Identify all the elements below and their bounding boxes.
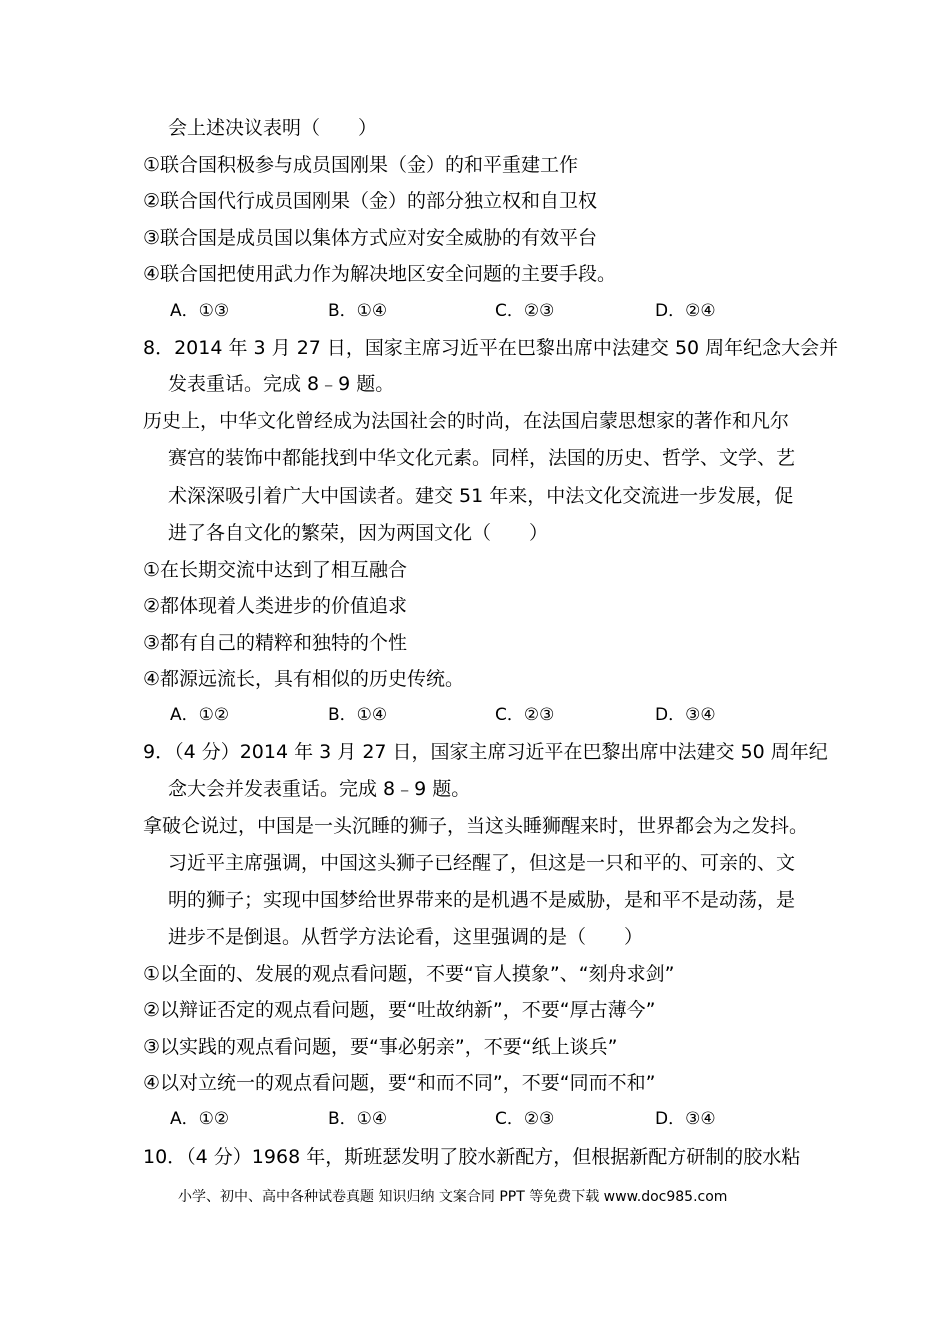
q9-item-2: ②以辩证否定的观点看问题，要“吐故纳新”，不要“厚古薄今” bbox=[143, 999, 656, 1021]
q7-option-d: D．②④ bbox=[655, 301, 716, 321]
q9-stem-line-2: 念大会并发表重话。完成 8﹣9 题。 bbox=[168, 778, 471, 800]
q8-item-2: ②都体现着人类进步的价值追求 bbox=[143, 595, 408, 617]
q8-option-a: A．①② bbox=[170, 705, 230, 725]
q7-option-b: B．①④ bbox=[328, 301, 388, 321]
q9-option-b: B．①④ bbox=[328, 1109, 388, 1129]
q9-item-3: ③以实践的观点看问题，要“事必躬亲”，不要“纸上谈兵” bbox=[143, 1036, 618, 1058]
q7-stem-tail: 会上述决议表明（ ） bbox=[168, 117, 378, 139]
q7-option-c: C．②③ bbox=[495, 301, 555, 321]
q8-option-c: C．②③ bbox=[495, 705, 555, 725]
q9-passage-line-2: 习近平主席强调，中国这头狮子已经醒了，但这是一只和平的、可亲的、文 bbox=[168, 852, 796, 874]
q7-option-a: A．①③ bbox=[170, 301, 230, 321]
q8-passage-line-2: 赛宫的装饰中都能找到中华文化元素。同样，法国的历史、哲学、文学、艺 bbox=[168, 447, 796, 469]
q8-passage-line-3: 术深深吸引着广大中国读者。建交 51 年来，中法文化交流进一步发展，促 bbox=[168, 485, 794, 507]
q8-item-1: ①在长期交流中达到了相互融合 bbox=[143, 559, 408, 581]
q9-item-4: ④以对立统一的观点看问题，要“和而不同”，不要“同而不和” bbox=[143, 1072, 656, 1094]
q9-stem-line-1: 9．（4 分）2014 年 3 月 27 日，国家主席习近平在巴黎出席中法建交 50 周年纪 bbox=[143, 741, 828, 763]
q9-passage-line-3: 明的狮子；实现中国梦给世界带来的是机遇不是威胁，是和平不是动荡，是 bbox=[168, 889, 796, 911]
q8-item-4: ④都源远流长，具有相似的历史传统。 bbox=[143, 668, 465, 690]
q8-option-b: B．①④ bbox=[328, 705, 388, 725]
q7-item-1: ①联合国积极参与成员国刚果（金）的和平重建工作 bbox=[143, 154, 579, 176]
q9-passage-line-4: 进步不是倒退。从哲学方法论看，这里强调的是（ ） bbox=[168, 926, 644, 948]
q7-item-3: ③联合国是成员国以集体方式应对安全威胁的有效平台 bbox=[143, 227, 598, 249]
q9-option-a: A．①② bbox=[170, 1109, 230, 1129]
q8-passage-line-1: 历史上，中华文化曾经成为法国社会的时尚，在法国启蒙思想家的著作和凡尔 bbox=[143, 410, 790, 432]
q9-item-1: ①以全面的、发展的观点看问题，不要“盲人摸象”、“刻舟求剑” bbox=[143, 963, 675, 985]
q9-option-c: C．②③ bbox=[495, 1109, 555, 1129]
q9-option-d: D．③④ bbox=[655, 1109, 716, 1129]
q8-option-d: D．③④ bbox=[655, 705, 716, 725]
q8-item-3: ③都有自己的精粹和独特的个性 bbox=[143, 632, 408, 654]
page-footer: 小学、初中、高中各种试卷真题 知识归纳 文案合同 PPT 等免费下载 www.doc985.com bbox=[178, 1189, 728, 1205]
q10-stem-line-1: 10．（4 分）1968 年，斯班瑟发明了胶水新配方，但根据新配方研制的胶水粘 bbox=[143, 1146, 801, 1168]
q7-item-4: ④联合国把使用武力作为解决地区安全问题的主要手段。 bbox=[143, 263, 617, 285]
q9-passage-line-1: 拿破仑说过，中国是一头沉睡的狮子，当这头睡狮醒来时，世界都会为之发抖。 bbox=[143, 815, 809, 837]
q7-item-2: ②联合国代行成员国刚果（金）的部分独立权和自卫权 bbox=[143, 190, 598, 212]
q8-stem-line-2: 发表重话。完成 8﹣9 题。 bbox=[168, 373, 395, 395]
q8-stem-line-1: 8．2014 年 3 月 27 日，国家主席习近平在巴黎出席中法建交 50 周年纪念大会并 bbox=[143, 337, 839, 359]
q8-passage-line-4: 进了各自文化的繁荣，因为两国文化（ ） bbox=[168, 522, 549, 544]
